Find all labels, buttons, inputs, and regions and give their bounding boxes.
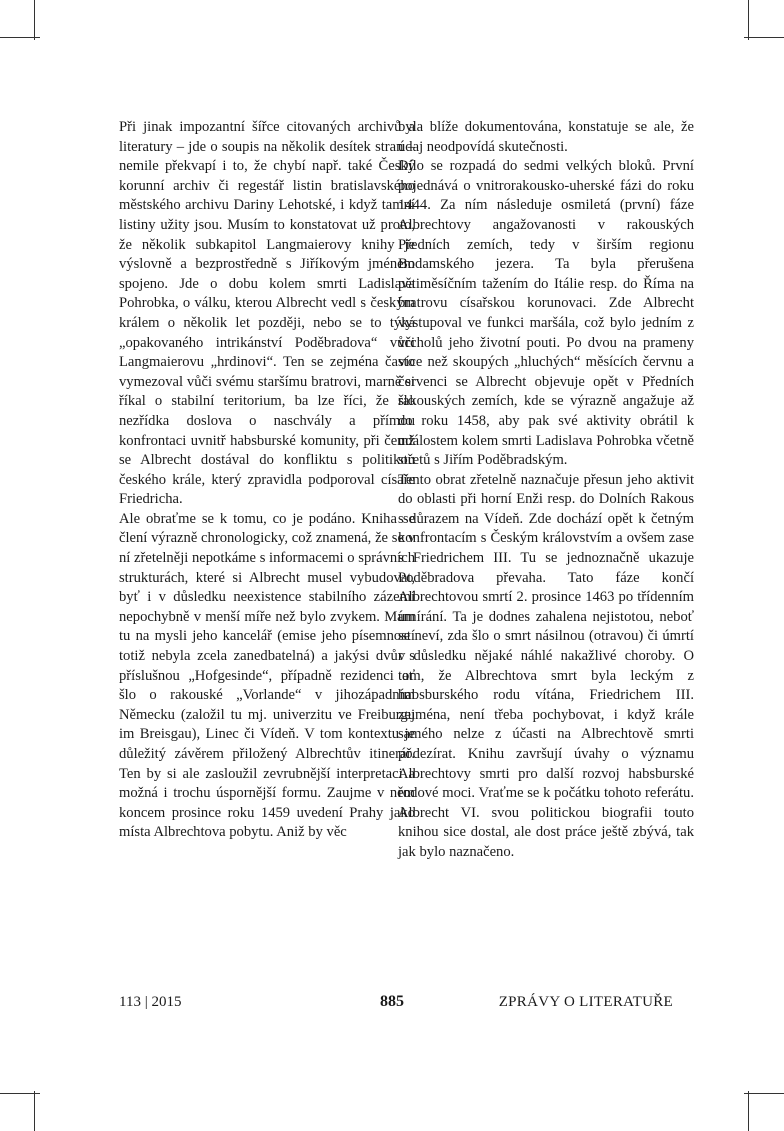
paragraph: Tento obrat zřetelně naznačuje přesun jeho aktivit do oblasti při horní Enži resp. do Dolních Rakous s důrazem na Vídeň. Zde dochází opět k četným konfrontacím s Českým královstvím a ovšem zase s Friedrichem III. Tu se jednoznačně ukazuje Poděbradova převaha. Tato fáze končí Albrechtovou smrtí 2. prosince 1463 po třídenním umírání. Ta je dodnes zahalena nejistotou, neboť se neví, zda šlo o smrt násilnou (otravou) či úmrtí v důsledku nějaké náhlé nakažlivé choroby. O tom, že Albrechtova smrt byla leckým z habsburského rodu vítána, Friedrichem III. zejména, není třeba pochybovat, i když krále samého nelze z účasti na Albrechtově smrti podezírat. Knihu završují úvahy o významu Albrechtovy smrti pro další rozvoj habsburské rodové moci. Vraťme se k počátku tohoto referátu. Albrecht VI. svou politickou biografii touto knihou sice dostal, ale dost práce ještě zbývá, tak jak bylo naznačeno. bbox=[398, 471, 694, 860]
crop-mark-bottom-left bbox=[34, 1091, 35, 1131]
paragraph: Dílo se rozpadá do sedmi velkých bloků. První pojednává o vnitrorakousko-uherské fázi do roku 1444. Za ním následuje osmiletá (první) fáze Albrechtovy angažovanosti v rakouských Předních zemích, tedy v širším regionu Bodamského jezera. Ta byla přerušena pětiměsíčním tažením do Itálie resp. do Říma na bratrovu císařskou korunovaci. Zde Albrecht vystupoval ve funkci maršála, což bylo jedním z vrcholů jeho životní pouti. Po dvou na prameny více než skoupých „hluchých“ měsících červnu a červenci se Albrecht objevuje opět v Předních rakouských zemích, kde se výrazně angažuje až do roku 1458, aby pak své aktivity obrátil k událostem kolem smrti Ladislava Pohrobka včetně střetů s Jiřím Poděbradským. bbox=[398, 158, 694, 469]
left-text-column bbox=[119, 118, 415, 843]
crop-mark-left-top bbox=[0, 37, 40, 38]
journal-title: ZPRÁVY O LITERATUŘE bbox=[498, 994, 673, 1010]
page-number: 885 bbox=[380, 993, 404, 1010]
crop-mark-right-bottom bbox=[744, 1093, 784, 1094]
paragraph: Ale obraťme se k tomu, co je podáno. Kniha se člení výrazně chronologicky, což znamená, že se v ní zřetelněji nepotkáme s informacemi o správních strukturách, které si Albrecht musel vybudovat, byť i v důsledku neexistence stabilního zázemí nepochybně v menší míře než bylo zvykem. Mám tu na mysli jeho kancelář (emise jeho písemností totiž nebyla zcela zanedbatelná) a jakýsi dvůr s příslušnou „Hofgesinde“, případně rezidenci ať šlo o rakouské „Vorlande“ v jihozápadním Německu (založil tu mj. univerzitu ve Freiburgu im Breisgau), Linec či Vídeň. V tom kontextu je důležitý závěrem přiložený Albrechtův itinerář. Ten by si ale zasloužil zevrubnější interpretaci a možná i trochu úspornější formu. Zaujme v něm koncem prosince roku 1459 uvedení Prahy jako místa Albrechtova pobytu. Aniž by věc bbox=[119, 510, 415, 841]
paragraph: byla blíže dokumentována, konstatuje se ale, že údaj neodpovídá skutečnosti. bbox=[398, 119, 694, 155]
crop-mark-top-right bbox=[748, 0, 749, 40]
right-text-column bbox=[398, 118, 694, 863]
crop-mark-top-left bbox=[34, 0, 35, 40]
crop-mark-bottom-right bbox=[748, 1091, 749, 1131]
crop-mark-right-top bbox=[744, 37, 784, 38]
crop-mark-left-bottom bbox=[0, 1093, 40, 1094]
issue-number: 113 | 2015 bbox=[119, 994, 182, 1010]
paragraph: Při jinak impozantní šířce citovaných archivů a literatury – jde o soupis na několik desítek stran – nemile překvapí i to, že chybí např. také Český korunní archiv či regestář listin bratislavského městského archivu Dariny Lehotské, i když tamní listiny užity jsou. Musím to konstatovat už proto, že několik subkapitol Langmaierovy knihy je výslovně a bezprostředně s Jiříkovým jménem spojeno. Jde o dobu kolem smrti Ladislava Pohrobka, o válku, kterou Albrecht vedl s českým králem o několik let později, nebo se to týká „opakovaného intrikánství Poděbradova“ vůči Langmaierovu „hrdinovi“. Ten se zejména často vymezoval vůči svému staršímu bratrovi, marně si říkal o stabilní teritorium, ba lze říci, že šlo nezřídka doslova o naschvály a přímou konfrontaci uvnitř habsburské komunity, při čemž se Albrecht dostával do konfliktu s politikou českého krále, který zpravidla podporoval císaře Friedricha. bbox=[119, 119, 415, 508]
